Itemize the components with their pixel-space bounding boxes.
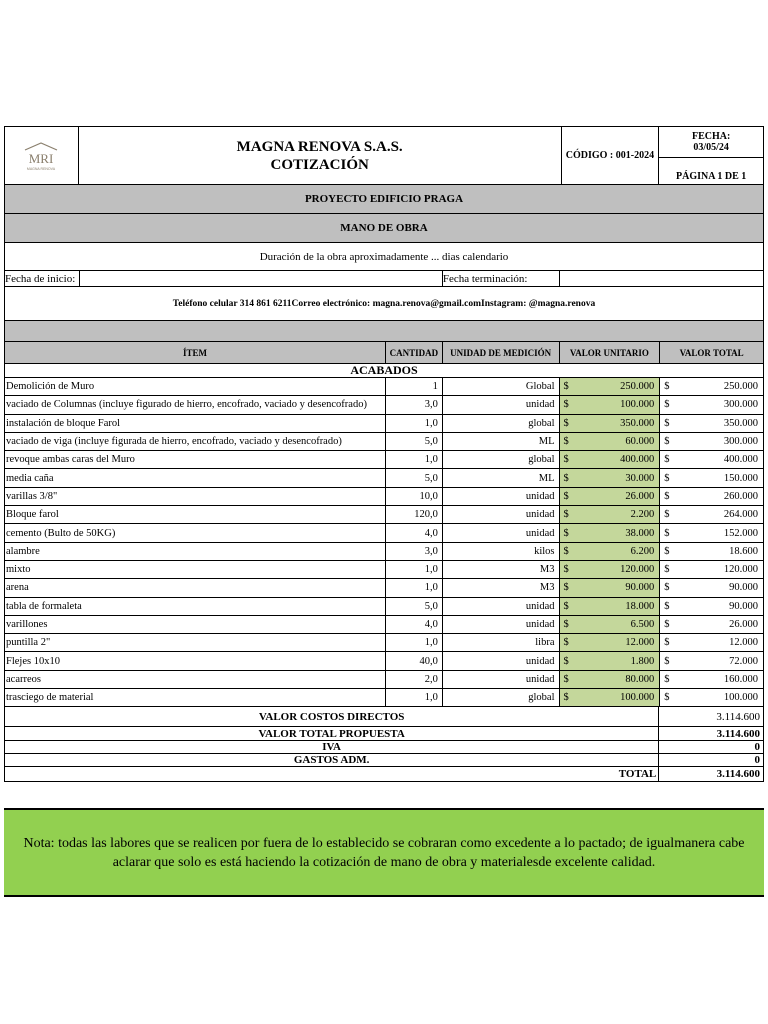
currency-symbol: $ [664,600,670,612]
total-value: 160.000 [723,673,758,685]
total-value: 264.000 [723,509,758,521]
item-total [660,561,763,578]
item-unit: unidad [443,524,560,541]
unit-price-value: 1.800 [630,655,655,667]
currency-symbol: $ [563,527,569,539]
currency-symbol: $ [563,655,569,667]
item-unit-price [560,488,661,505]
currency-symbol: $ [563,564,569,576]
item-unit: libra [443,634,560,651]
date-block [659,127,763,184]
duration-text: Duración de la obra aproximadamente ... dias calendario [259,250,509,263]
note-box [4,808,764,897]
item-description: arena [5,579,386,596]
company-logo [5,127,79,184]
table-header [4,342,764,364]
currency-symbol: $ [563,600,569,612]
iva-label: IVA [5,741,659,753]
item-unit-price [560,561,661,578]
item-unit-price [560,506,661,523]
item-unit: global [443,415,560,432]
item-quantity: 3,0 [386,543,443,560]
currency-symbol: $ [664,454,670,466]
item-unit-price [560,469,661,486]
currency-symbol: $ [664,619,670,630]
direct-costs-row [4,707,764,727]
item-total [660,671,763,688]
project-title: PROYECTO EDIFICIO PRAGA [5,185,763,213]
item-quantity: 5,0 [386,433,443,450]
unit-price-value: 400.000 [620,454,655,466]
currency-symbol: $ [563,692,569,704]
currency-symbol: $ [664,490,670,502]
currency-symbol: $ [664,436,670,448]
currency-symbol: $ [563,673,569,685]
currency-symbol: $ [664,527,670,539]
currency-symbol: $ [664,545,670,557]
total-row [4,767,764,782]
item-unit-price [560,543,661,560]
item-description: vaciado de viga (incluye figurada de hierro, encofrado, vaciado y desencofrado) [5,433,386,450]
item-unit-price [560,524,661,541]
col-quantity: CANTIDAD [386,342,443,363]
item-unit: kilos [443,543,560,560]
quotation-sheet [4,126,764,782]
unit-price-value: 6.500 [630,619,655,630]
document-code: CÓDIGO : 001-2024 [562,127,660,184]
currency-symbol: $ [664,399,670,411]
total-value: 72.000 [729,655,758,667]
title-block [79,127,562,184]
item-total [660,488,763,505]
currency-symbol: $ [664,637,670,649]
item-unit-price [560,671,661,688]
item-unit-price [560,415,661,432]
admin-label: GASTOS ADM. [5,754,659,766]
table-row [4,524,764,542]
total-value: 260.000 [723,490,758,502]
item-unit-price [560,598,661,615]
total-value: 120.000 [723,564,758,576]
col-unit-price: VALOR UNITARIO [560,342,661,363]
spacer-row [4,321,764,342]
document-type: COTIZACIÓN [270,156,369,173]
item-description: Flejes 10x10 [5,652,386,669]
end-date-value [560,271,763,286]
table-row [4,451,764,469]
table-row [4,616,764,634]
item-unit: unidad [443,598,560,615]
unit-price-value: 90.000 [625,582,655,594]
currency-symbol: $ [664,582,670,594]
date-value: 03/05/24 [693,142,729,153]
page-number: PÁGINA 1 DE 1 [675,171,747,182]
table-row [4,561,764,579]
item-total [660,433,763,450]
item-total [660,415,763,432]
item-total [660,652,763,669]
svg-text:MAGNA RENOVA: MAGNA RENOVA [27,166,56,171]
item-unit-price [560,616,661,633]
item-description: instalación de bloque Farol [5,415,386,432]
item-unit: Global [443,378,560,395]
item-unit-price [560,689,661,706]
currency-symbol: $ [664,673,670,685]
unit-price-value: 100.000 [620,692,655,704]
item-description: alambre [5,543,386,560]
table-row [4,634,764,652]
item-description: Demolición de Muro [5,378,386,395]
contact-row [4,287,764,321]
item-description: vaciado de Columnas (incluye figurado de hierro, encofrado, vaciado y desencofrado) [5,396,386,413]
item-total [660,598,763,615]
item-quantity: 4,0 [386,524,443,541]
item-description: Bloque farol [5,506,386,523]
currency-symbol: $ [664,381,670,393]
total-value: 26.000 [729,619,758,630]
direct-costs-label: VALOR COSTOS DIRECTOS [5,707,659,726]
direct-costs-value: 3.114.600 [716,710,760,723]
item-quantity: 1,0 [386,415,443,432]
unit-price-value: 18.000 [625,600,655,612]
item-description: media caña [5,469,386,486]
item-quantity: 1,0 [386,579,443,596]
total-value: 350.000 [723,417,758,429]
item-quantity: 1,0 [386,689,443,706]
item-unit: global [443,451,560,468]
currency-symbol: $ [664,509,670,521]
item-quantity: 10,0 [386,488,443,505]
currency-symbol: $ [664,692,670,704]
item-unit: global [443,689,560,706]
total-value: 100.000 [723,692,758,704]
start-date-value [80,271,443,286]
total-value: 152.000 [723,527,758,539]
unit-price-value: 30.000 [625,472,655,484]
dates-row [4,271,764,287]
total-value: 300.000 [723,436,758,448]
item-unit: ML [443,469,560,486]
header-row [4,126,764,185]
item-total [660,524,763,541]
unit-price-value: 350.000 [620,417,655,429]
item-total [660,506,763,523]
table-row [4,598,764,616]
item-quantity: 5,0 [386,469,443,486]
iva-value: 0 [754,741,760,754]
currency-symbol: $ [563,436,569,448]
table-row [4,433,764,451]
item-unit-price [560,396,661,413]
table-row [4,579,764,597]
item-unit: M3 [443,579,560,596]
item-description: cemento (Bulto de 50KG) [5,524,386,541]
item-total [660,616,763,633]
project-row [4,185,764,214]
item-unit: unidad [443,488,560,505]
item-unit-price [560,378,661,395]
currency-symbol: $ [563,381,569,393]
table-row [4,506,764,524]
item-quantity: 4,0 [386,616,443,633]
section-row [4,214,764,243]
unit-price-value: 120.000 [620,564,655,576]
item-quantity: 3,0 [386,396,443,413]
total-label: TOTAL [5,767,659,781]
total-value: 90.000 [729,600,758,612]
note-text: Nota: todas las labores que se realicen por fuera de lo establecido se cobraran como excedente a lo pactado; de igualmanera cabe aclarar que solo es está haciendo la cotización de mano de obra y materialesde excelente calidad. [23,835,745,870]
unit-price-value: 250.000 [620,381,655,393]
proposal-value: 3.114.600 [716,727,760,740]
col-total: VALOR TOTAL [660,342,763,363]
group-row [4,364,764,378]
item-unit: unidad [443,671,560,688]
unit-price-value: 2.200 [630,509,655,521]
item-total [660,378,763,395]
date-label: FECHA: [691,131,731,142]
col-unit: UNIDAD DE MEDICIÓN [443,342,560,363]
currency-symbol: $ [664,417,670,429]
table-row [4,652,764,670]
total-value: 12.000 [729,637,758,649]
group-label: ACABADOS [350,364,418,377]
table-row [4,671,764,689]
total-value: 400.000 [723,454,758,466]
section-title: MANO DE OBRA [5,214,763,242]
admin-value: 0 [754,754,760,767]
item-total [660,689,763,706]
total-value: 150.000 [723,472,758,484]
item-description: revoque ambas caras del Muro [5,451,386,468]
item-unit: unidad [443,652,560,669]
currency-symbol: $ [563,545,569,557]
item-description: tabla de formaleta [5,598,386,615]
table-row [4,396,764,414]
currency-symbol: $ [563,582,569,594]
currency-symbol: $ [664,564,670,576]
table-row [4,689,764,707]
item-unit: unidad [443,616,560,633]
svg-text:MRI: MRI [29,150,54,166]
currency-symbol: $ [563,454,569,466]
total-value: 3.114.600 [716,768,760,781]
currency-symbol: $ [664,655,670,667]
total-value: 250.000 [723,381,758,393]
item-unit-price [560,433,661,450]
proposal-label: VALOR TOTAL PROPUESTA [5,727,659,740]
item-description: mixto [5,561,386,578]
item-description: trasciego de material [5,689,386,706]
item-unit-price [560,451,661,468]
item-description: puntilla 2" [5,634,386,651]
item-unit-price [560,634,661,651]
item-unit-price [560,579,661,596]
currency-symbol: $ [664,472,670,484]
unit-price-value: 6.200 [630,545,655,557]
item-quantity: 5,0 [386,598,443,615]
currency-symbol: $ [563,399,569,411]
item-quantity: 1,0 [386,634,443,651]
currency-symbol: $ [563,417,569,429]
item-quantity: 1,0 [386,451,443,468]
item-quantity: 2,0 [386,671,443,688]
duration-row [4,243,764,271]
total-value: 18.600 [729,545,758,557]
unit-price-value: 38.000 [625,527,655,539]
item-unit-price [560,652,661,669]
table-row [4,469,764,487]
item-total [660,451,763,468]
item-unit: ML [443,433,560,450]
item-total [660,543,763,560]
unit-price-value: 26.000 [625,490,655,502]
proposal-row [4,727,764,741]
currency-symbol: $ [563,509,569,521]
total-value: 90.000 [729,582,758,594]
currency-symbol: $ [563,472,569,484]
item-rows [4,378,764,707]
grey-spacer [5,321,763,341]
item-unit: unidad [443,396,560,413]
table-row [4,415,764,433]
table-row [4,543,764,561]
unit-price-value: 12.000 [625,637,655,649]
item-quantity: 40,0 [386,652,443,669]
item-quantity: 120,0 [386,506,443,523]
currency-symbol: $ [563,619,569,630]
end-date-label: Fecha terminación: [443,271,560,286]
unit-price-value: 80.000 [625,673,655,685]
table-row [4,378,764,396]
item-unit: unidad [443,506,560,523]
item-description: varillones [5,616,386,633]
total-value: 300.000 [723,399,758,411]
item-total [660,634,763,651]
item-quantity: 1 [386,378,443,395]
iva-row [4,741,764,754]
item-description: varillas 3/8" [5,488,386,505]
admin-row [4,754,764,767]
contact-info: Teléfono celular 314 861 6211Correo electrónico: magna.renova@gmail.comInstagram: @magna.renova [172,298,596,309]
unit-price-value: 60.000 [625,436,655,448]
unit-price-value: 100.000 [620,399,655,411]
company-name: MAGNA RENOVA S.A.S. [236,138,403,155]
logo-icon [19,140,63,172]
col-item: ÍTEM [5,342,386,363]
currency-symbol: $ [563,490,569,502]
table-row [4,488,764,506]
item-total [660,469,763,486]
item-total [660,579,763,596]
item-total [660,396,763,413]
item-description: acarreos [5,671,386,688]
item-quantity: 1,0 [386,561,443,578]
start-date-label: Fecha de inicio: [5,271,80,286]
item-unit: M3 [443,561,560,578]
currency-symbol: $ [563,637,569,649]
